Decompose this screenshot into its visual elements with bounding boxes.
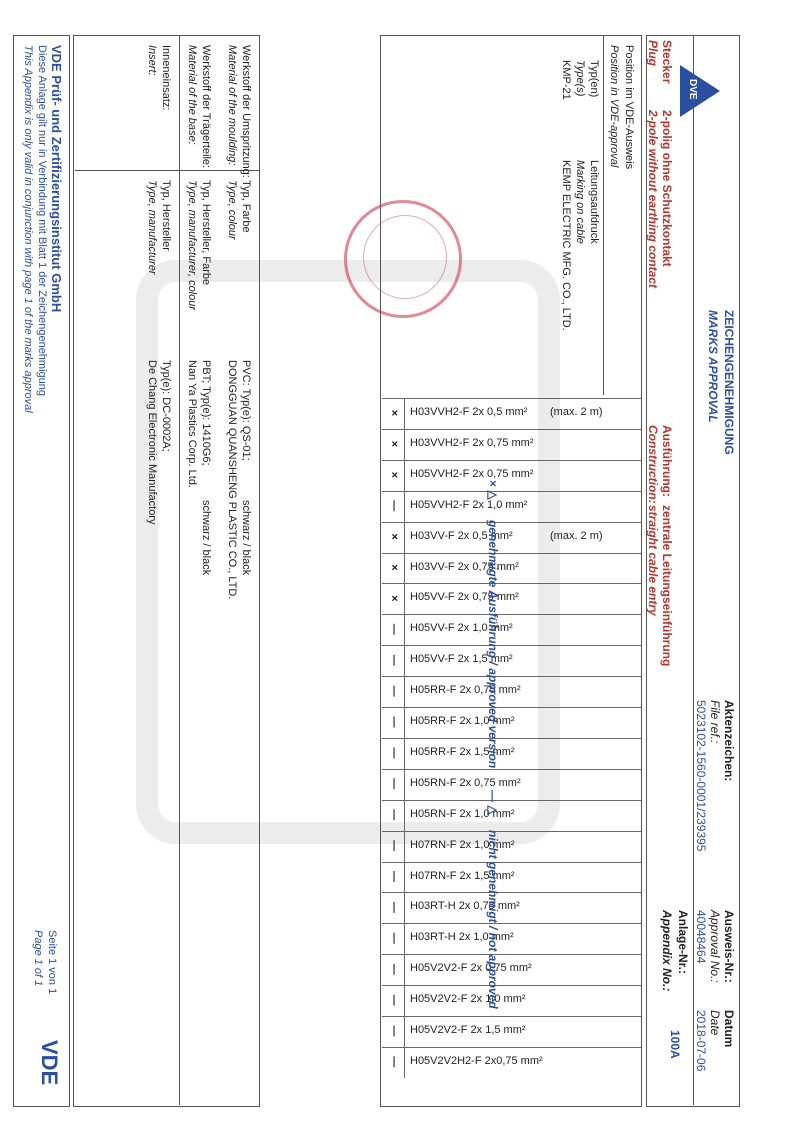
legend-not-approved-text: nicht genehmigt / not approved	[486, 830, 500, 1009]
cable-note: (max. 2 m)	[550, 529, 603, 542]
cable-name: H05VVH2-F 2x 1,0 mm²	[410, 498, 528, 511]
cable-column	[382, 398, 642, 399]
cable-status-mark: —	[388, 716, 400, 728]
cable-column	[382, 954, 642, 955]
appendix-number: 100A	[668, 1030, 682, 1059]
moulding-value: PVC: Typ(e): QS-01;	[240, 360, 252, 461]
cable-name: H03RT-H 2x 1,0 mm²	[410, 931, 514, 944]
institute-name: VDE Prüf- und Zertifizierungsinstitut GmbH	[49, 45, 64, 313]
cable-name: H05RN-F 2x 1,0 mm²	[410, 807, 515, 820]
cable-name: H05VVH2-F 2x 0,75 mm²	[410, 467, 534, 480]
cable-name: H05V2V2-F 2x 1,0 mm²	[410, 993, 526, 1006]
legend-approved-symbol: × △	[486, 480, 500, 500]
cable-column	[382, 707, 642, 708]
cable-column	[382, 491, 642, 492]
cable-status-mark: ×	[388, 409, 400, 417]
legend-not-approved-symbol: — △	[486, 790, 500, 815]
cable-status-mark: —	[388, 747, 400, 759]
plug-description: 2-polig ohne Schutzkontakt	[660, 110, 674, 267]
cable-status-mark: —	[388, 932, 400, 944]
cable-name: H03VV-F 2x 0,75 mm²	[410, 560, 519, 573]
plug-label: Stecker	[660, 40, 674, 84]
cable-name: H05VV-F 2x 0,75 mm²	[410, 591, 519, 604]
legend-approved-text: genehmigte Ausführung / approved version	[486, 520, 500, 769]
cable-status-mark: —	[388, 901, 400, 913]
cable-status-mark: —	[388, 809, 400, 821]
cable-name: H03RT-H 2x 0,75 mm²	[410, 900, 520, 913]
type-value: KMP-21	[560, 60, 572, 100]
company-seal	[344, 200, 462, 318]
cable-status-mark: —	[388, 963, 400, 975]
cable-status-mark: —	[388, 654, 400, 666]
cable-status-mark: ×	[388, 564, 400, 571]
cable-name: H05V2V2H2-F 2x0,75 mm²	[410, 1054, 543, 1067]
cable-name: H05RR-F 2x 0,75 mm²	[410, 684, 521, 697]
cable-name: H03VV-F 2x 0,5 mm²	[410, 529, 513, 542]
title-de: ZEICHENGENEHMIGUNG	[722, 310, 736, 455]
cable-name: H05V2V2-F 2x 0,75 mm²	[410, 962, 532, 975]
cable-status-mark: —	[388, 840, 400, 852]
cable-column	[382, 460, 642, 461]
construction-value: zentrale Leitungseinführung	[660, 505, 674, 667]
cable-column	[382, 831, 642, 832]
cable-column	[382, 1047, 642, 1048]
cable-column	[382, 769, 642, 770]
status-row-divider	[404, 398, 405, 1078]
cable-column	[382, 1016, 642, 1017]
cable-status-mark: —	[388, 1025, 400, 1037]
cable-status-mark: —	[388, 500, 400, 512]
cable-status-mark: —	[388, 871, 400, 882]
cable-column	[382, 614, 642, 615]
construction-label: Ausführung:	[660, 425, 674, 497]
vde-logo: DVE	[694, 45, 738, 105]
vde-brand-logo: VDE	[37, 1040, 62, 1086]
cable-name: H03VVH2-F 2x 0,75 mm²	[410, 436, 534, 449]
cable-column	[382, 985, 642, 986]
cable-column	[382, 553, 642, 554]
page-number: Seite 1 von 1	[46, 930, 58, 995]
cable-column	[382, 923, 642, 924]
cable-column	[382, 800, 642, 801]
cable-column	[382, 676, 642, 677]
marking-value: KEMP ELECTRIC MFG. CO., LTD.	[560, 160, 572, 331]
cable-column	[382, 583, 642, 584]
cable-note: (max. 2 m)	[550, 406, 603, 418]
document-sheet: DVE ZEICHENGENEHMIGUNG MARKS APPROVAL Aktenzeichen: File ref.: 5023102-1560-0001/239395 Ausweis-Nr.: Approval No.: 40048464 Datum Date 2018-07-06 Anlage-Nr.: Appendix No.: 100A Stecker Plug 2-polig ohne Schutzkontakt 2-pole without earthing contact Ausführung: Construction: zentrale Leitungseinführung straight cable entry Position im VDE-Ausweis Position in VDE-approval Typ(en) Type(s) KMP-21 Leitungsaufdruck Marking on cable KEMP ELECTRIC MFG. CO., LTD. × H03VVH2-F 2x 0,5 mm² (max. 2 m) × H03VVH2-F 2x 0,75 mm² × H05VVH2-F 2x 0,75 mm² — H05VVH2-F 2x 1,0 mm² × H03VV-F 2x 0,5 mm² (max. 2 m) × H03VV-F 2x 0,75 mm² × H05VV-F 2x 0,75 mm² — H05VV-F 2x 1,0 mm² — H05VV-F 2x 1,5 mm² — H05RR-F 2x 0,75 mm² — H05RR-F 2x 1,0 mm² — H05RR-F 2x 1,5 mm² — H05RN-F 2x 0,75 mm² — H05RN-F 2x 1,0 mm² — H07RN-F 2x 1,0 mm² — H07RN-F 2x 1,5 mm² — H03RT-H 2x 0,75 mm² — H03RT-H 2x 1,0 mm² — H05V2V2-F 2x 0,75 mm² — H05V2V2-F 2x 1,0 mm² — H05V2V2-F 2x 1,5 mm² — H05V2V2H2-F 2x0,75 mm² × △ genehmigte Ausführung / approved version — △ nicht genehmigt / not approved Werkstoff der Umspritzung: Material of the moulding: Typ, Farbe Type, colour PVC: Typ(e): QS-01; schwarz / black DONGGUAN QUANSHENG PLASTIC CO., LTD. Werkstoff der Trägerteile: Material of the base: Typ, Hersteller, Farbe Type, manufacturer, colour PBT; Typ(e): 1410G6; schwarz / black Nan Ya Plastics Corp. Ltd. Inneneinsatz: Insert: Typ, Hersteller Type, manufacturer Typ(e): DC-0002A; De Chang Electronic Manufactory VDE Prüf- und Zertifizierungsinstitut GmbH Diese Anlage gilt nur in Verbindung mit Blatt 1 der Zeichengenehmigung This Appendix is only valid in conjunction with page 1 of the marks approval Seite 1 von 1 Page 1 of 1 VDE	[0, 0, 800, 1141]
file-ref-label: Aktenzeichen:	[722, 700, 736, 782]
date-value: 2018-07-06	[694, 1010, 708, 1072]
cable-column	[382, 522, 642, 523]
cable-name: H05VV-F 2x 1,5 mm²	[410, 653, 513, 666]
cable-column	[382, 862, 642, 863]
cable-name: H07RN-F 2x 1,5 mm²	[410, 869, 515, 882]
cable-name: H03VVH2-F 2x 0,5 mm²	[410, 406, 528, 418]
cable-status-mark: ×	[388, 595, 400, 602]
cable-status-mark: ×	[388, 471, 400, 479]
cable-column	[382, 429, 642, 430]
cable-name: H05V2V2-F 2x 1,5 mm²	[410, 1024, 526, 1036]
cable-status-mark: —	[388, 685, 400, 697]
title-en: MARKS APPROVAL	[706, 310, 720, 423]
base-value: PBT; Typ(e): 1410G6;	[200, 360, 212, 466]
cable-status-mark: —	[388, 994, 400, 1006]
cable-name: H07RN-F 2x 1,0 mm²	[410, 838, 515, 851]
cable-column	[382, 738, 642, 739]
cable-name: H05RN-F 2x 0,75 mm²	[410, 776, 521, 789]
cable-column	[382, 645, 642, 646]
cable-status-mark: ×	[388, 440, 400, 448]
cable-status-mark: —	[388, 778, 400, 790]
cable-status-mark: —	[388, 1056, 400, 1068]
insert-value: Typ(e): DC-0002A;	[160, 360, 172, 452]
vde-triangle-icon	[680, 65, 720, 117]
cable-name: H05VV-F 2x 1,0 mm²	[410, 622, 513, 635]
file-ref-value: 5023102-1560-0001/239395	[694, 700, 708, 852]
approval-number: 40048464	[694, 910, 708, 964]
cable-name: H05RR-F 2x 1,5 mm²	[410, 745, 515, 758]
cable-name: H05RR-F 2x 1,0 mm²	[410, 715, 515, 727]
cable-status-mark: —	[388, 623, 400, 635]
cable-status-mark: ×	[388, 533, 400, 540]
cable-column	[382, 892, 642, 893]
